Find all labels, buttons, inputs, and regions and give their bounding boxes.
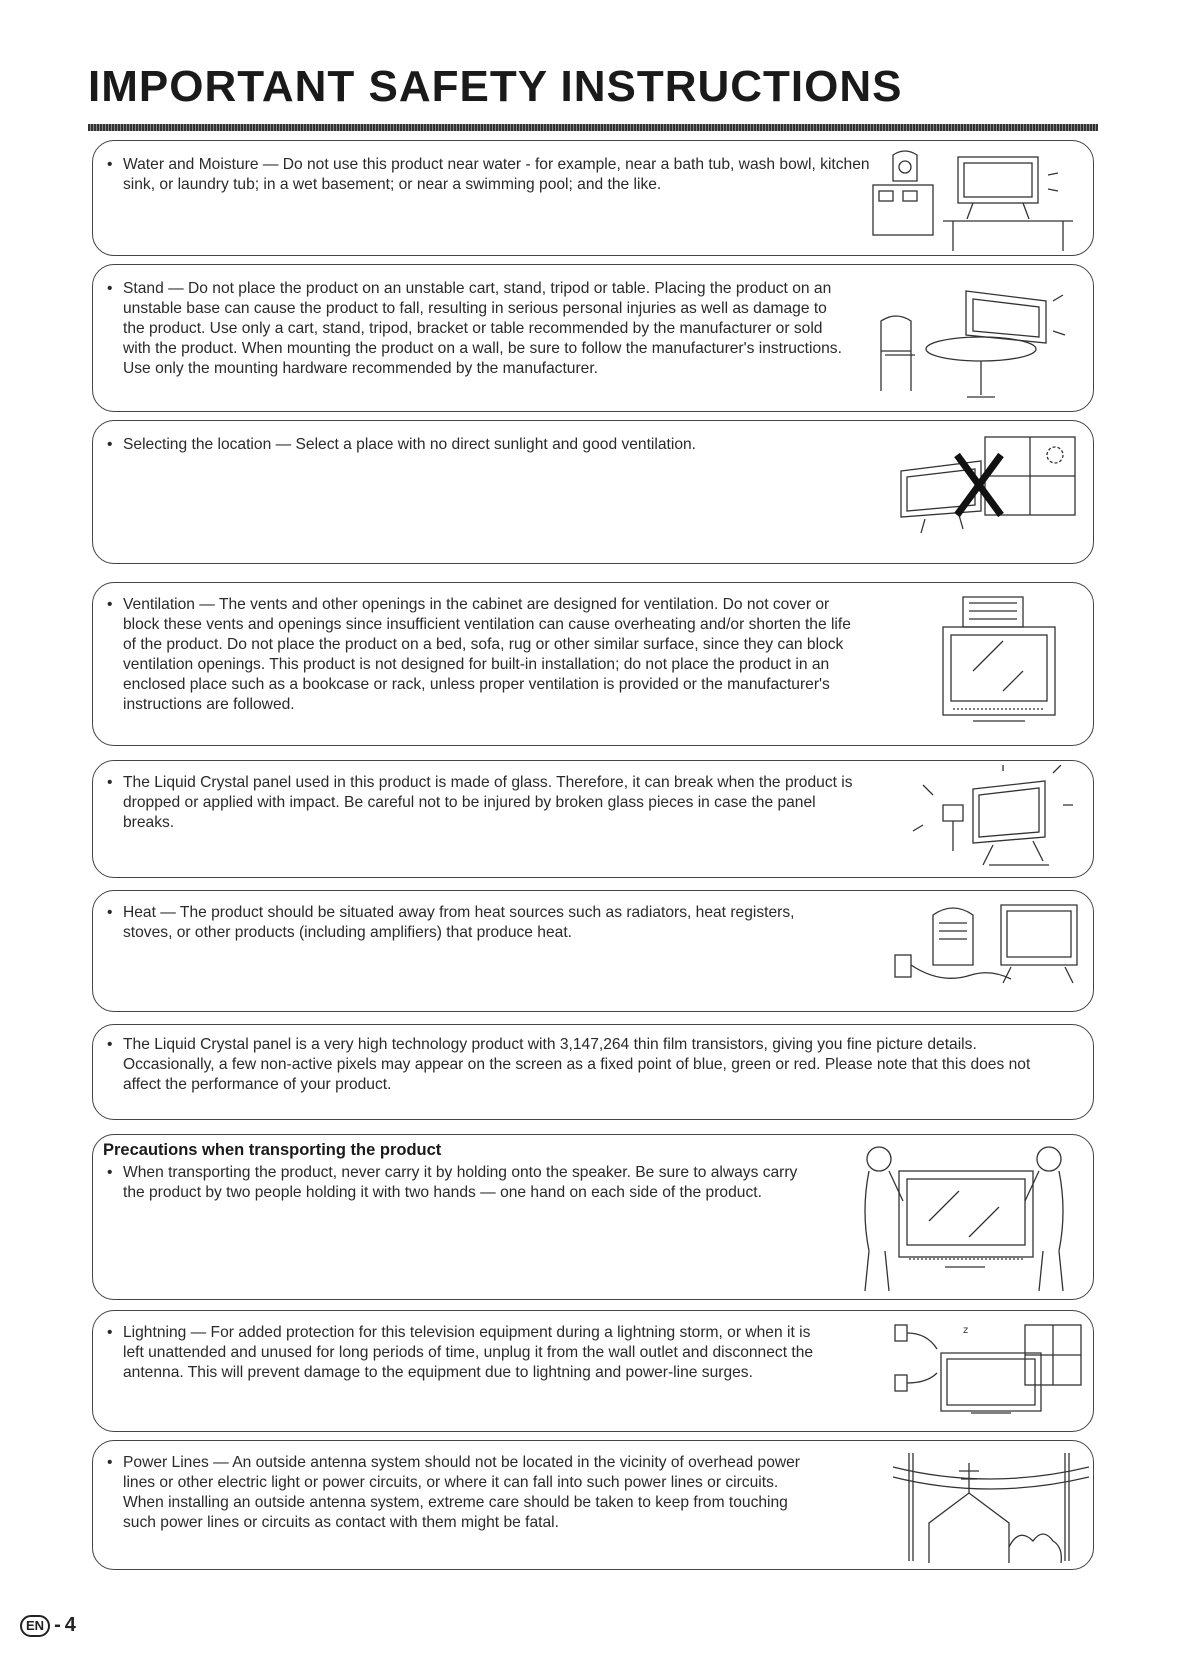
stand-text: Stand — Do not place the product on an unstable cart, stand, tripod or table. Placing the product on an unstable base can cause the product to fall, resulting in serious personal injuries as well as damage to the product. Use only a cart, stand, tripod, bracket or table recommended by the manufacturer or sold with the product. When mounting the product on a wall, be sure to follow the manufacturer's instructions. Use only the mounting hardware recommended by the manufacturer. [123,280,842,377]
title-divider [88,124,1098,131]
tv-on-table-illustration [871,271,1071,407]
svg-text:z: z [963,1325,969,1336]
tv-near-sink-illustration [863,145,1083,253]
bullet-icon: • [107,1036,113,1053]
bullet-icon: • [107,1164,113,1181]
glass-panel-section [92,760,1094,878]
bullet-icon: • [107,1324,113,1341]
bullet-icon: • [107,904,113,921]
stand-section [92,264,1094,412]
power-lines-text: Power Lines — An outside antenna system should not be located in the vicinity of overhead power lines or other electric light or power circuits, or where it can fall into such power lines or circuits. When installing an outside antenna system, extreme care should be taken to keep from touching such power lines or circuits as contact with them might be fatal. [123,1454,801,1531]
antenna-power-lines-illustration [889,1447,1089,1565]
pixels-text-1: The Liquid Crystal panel is a very high technology product with 3,147,264 thin film transistors, giving you fine picture details. [123,1036,977,1053]
lightning-text: Lightning — For added protection for this television equipment during a lightning storm, or when it is left unattended and unused for long periods of time, unplug it from the wall outlet and disconnect the antenna. This will prevent damage to the equipment due to lightning and power-line surges. [123,1324,814,1381]
page-footer [20,1614,76,1637]
tv-near-heater-illustration [889,895,1089,1009]
pixels-section [92,1024,1094,1120]
heat-text: Heat — The product should be situated away from heat sources such as radiators, heat registers, stoves, or other products (including amplifiers) that produce heat. [123,904,795,941]
bullet-icon: • [107,596,113,613]
two-people-carrying-tv-illustration [849,1141,1089,1297]
pixels-text-2: Occasionally, a few non-active pixels may appear on the screen as a fixed point of blue, green or red. Please note that this does not affect the performance of your product. [123,1056,1031,1093]
page-number: 4 [64,1614,76,1636]
lightning-section [92,1310,1094,1432]
ventilation-text: Ventilation — The vents and other openings in the cabinet are designed for ventilation. Do not cover or block these vents and openings since insufficient ventilation can cause overheating and/or shorten the life of the product. Do not place the product on a bed, sofa, rug or other similar surface, since they can block ventilation openings. This product is not designed for built-in installation; do not place the product in an enclosed place such as a bookcase or rack, unless proper ventilation is provided or the manufacturer's instructions are followed. [123,596,851,713]
power-lines-section [92,1440,1094,1570]
bullet-icon: • [107,156,113,173]
tv-covered-vents-illustration [923,591,1073,739]
bullet-icon: • [107,1454,113,1471]
location-section [92,420,1094,564]
bullet-icon: • [107,436,113,453]
location-text: Selecting the location — Select a place with no direct sunlight and good ventilation. [123,436,696,453]
language-badge: EN [20,1615,50,1637]
transport-heading: Precautions when transporting the product [103,1141,442,1159]
tv-hammer-impact-illustration [903,765,1083,875]
water-moisture-text: Water and Moisture — Do not use this product near water - for example, near a bath tub, wash bowl, kitchen sink, or laundry tub; in a wet basement; or near a swimming pool; and the like. [123,156,870,193]
water-moisture-section [92,140,1094,256]
bullet-icon: • [107,774,113,791]
footer-separator: - [54,1614,61,1636]
transport-text: When transporting the product, never carry it by holding onto the speaker. Be sure to always carry the product by two people holding it with two hands — one hand on each side of the product. [123,1164,798,1201]
tv-sunlight-window-illustration [895,431,1081,551]
tv-unplugged-storm-illustration [885,1315,1085,1429]
bullet-icon: • [107,280,113,297]
page-title: IMPORTANT SAFETY INSTRUCTIONS [88,62,903,111]
glass-panel-text: The Liquid Crystal panel used in this product is made of glass. Therefore, it can break when the product is dropped or applied with impact. Be careful not to be injured by broken glass pieces in case the panel breaks. [123,774,853,831]
heat-section [92,890,1094,1012]
transport-section [92,1134,1094,1300]
ventilation-section [92,582,1094,746]
